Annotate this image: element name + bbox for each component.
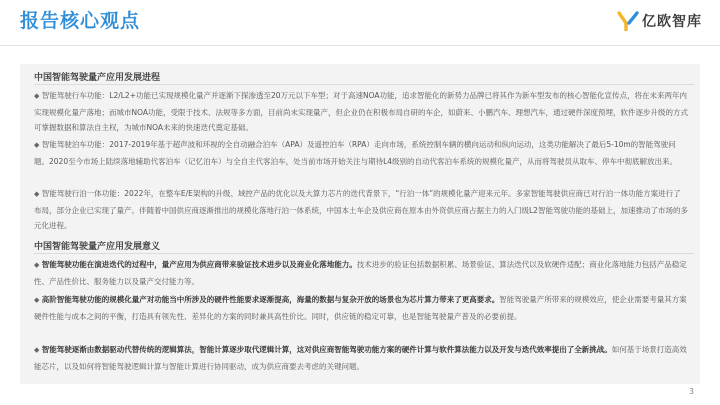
- diamond-bullet-icon: ◆: [34, 190, 40, 198]
- section-title: 中国智能驾驶量产应用发展意义: [34, 242, 161, 252]
- brand-logo: [617, 11, 702, 31]
- paragraph-text: 智能驾驶行车功能：L2/L2+功能已实现规模化量产并逐渐下探渗透至20万元以下车型；对于高速NOA功能，追求智能化的新势力品牌已将其作为新车型发布的核心智能化宣传点，将在未来两年内实现规模化量产落地；而城市NOA功能，受限于技术、法规等多方面，目前尚未实现量产，但企业仍在积极布局自研的车企，如蔚来、小鹏汽车、理想汽车，通过硬件深度预埋，软件逐步升级的方式可掌握数据和算法自主权，为城市NOA未来的快速迭代奠定基础。: [34, 91, 689, 132]
- diamond-bullet-icon: ◆: [34, 296, 40, 304]
- paragraph-lead: 智能驾驶功能在演进迭代的过程中，量产应用为供应商带来验证技术进步以及商业化落地能力。: [41, 260, 357, 269]
- brand-logo-icon: [617, 11, 639, 31]
- section-divider: [34, 84, 694, 85]
- paragraph: [34, 292, 688, 324]
- header-divider: [0, 45, 720, 46]
- brand-name: 亿欧智库: [642, 14, 702, 30]
- paragraph-text: 技术进步的验证包括数据积累、场景验证、算法迭代以及软硬件适配；商业化落地能力包括产品稳定性、产品性价比、服务能力以及量产交付能力等。: [34, 260, 687, 286]
- paragraph-text: 智能驾驶量产所带来的规模效应，使企业需要考量其方案硬件性能与成本之间的平衡，打造具有领先性、差异化的方案的同时兼具高性价比。同时，供应链的稳定可靠，也是智能驾驶量产普及的必要前提。: [34, 295, 687, 321]
- paragraph-text: 智能驾驶行泊一体功能：2022年，在整车E/E架构的升级、域控产品的优化以及大算力芯片的迭代背景下，“行泊一体”的规模化量产迎来元年。多家智能驾驶供应商已对行泊一体功能方案进行了布局，部分企业已实现了量产。伴随着中国供应商逐渐推出的规模化落地行泊一体系统，中国本土车企及供应商在原本由外资供应商占据主力的入门级L2智能驾驶功能的基础上，加速推动了市场的多元化进程。: [34, 189, 688, 230]
- paragraph: [34, 257, 688, 289]
- paragraph-text: 智能驾驶泊车功能：2017-2019年基于超声波和环视的全自动融合泊车（APA）及遥控泊车（RPA）走向市场，系统控制车辆的横向运动和纵向运动，这类功能解决了最后5-10m的智能驾驶问题。2020至今市场上陆续落地辅助代客泊车（记忆泊车）与全自主代客泊车，处当前市场开始关注与期待L4级别的自动代客泊车系统的规模化量产，从而将驾驶员从取车、停车中彻底解放出来。: [34, 140, 678, 166]
- paragraph-lead: 高阶智能驾驶功能的规模化量产对功能当中所涉及的硬件性能要求逐渐提高，海量的数据与复杂开放的场景也为芯片算力带来了更高要求。: [41, 295, 500, 304]
- diamond-bullet-icon: ◆: [34, 261, 40, 269]
- page-title: 报告核心观点: [20, 10, 141, 32]
- paragraph: [34, 342, 688, 374]
- diamond-bullet-icon: ◆: [34, 141, 40, 149]
- paragraph-text: 如何基于场景打造高效能芯片，以及如何将智能驾驶逻辑计算与智能计算进行协同驱动，成为供应商要去考虑的关键问题。: [34, 345, 687, 371]
- paragraph: [34, 88, 688, 136]
- diamond-bullet-icon: ◆: [34, 92, 40, 100]
- diamond-bullet-icon: ◆: [34, 346, 40, 354]
- paragraph-lead: 智能驾驶逐渐由数据驱动代替传统的逻辑算法，智能计算逐步取代逻辑计算，这对供应商智能驾驶功能方案的硬件计算与软件算法能力以及开发与迭代效率提出了全新挑战。: [41, 345, 612, 354]
- paragraph: [34, 137, 688, 169]
- page-number: 3: [688, 387, 694, 396]
- paragraph: [34, 186, 688, 234]
- section-title: 中国智能驾驶量产应用发展进程: [34, 73, 161, 83]
- section-divider: [34, 253, 694, 254]
